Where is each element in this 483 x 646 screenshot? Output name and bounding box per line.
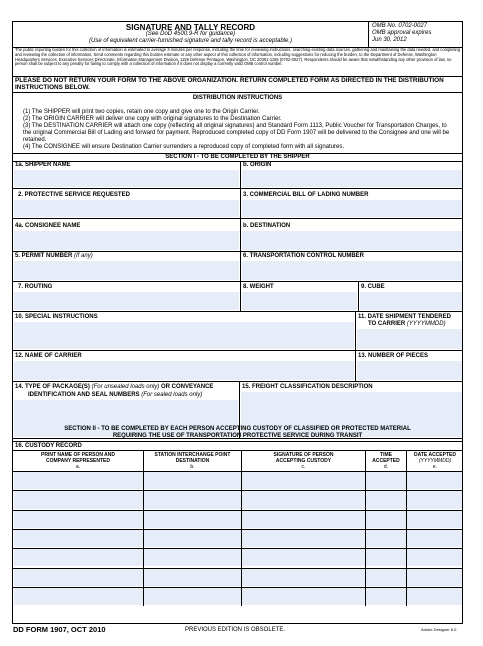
rule — [13, 161, 462, 162]
custody-cell[interactable] — [407, 511, 462, 528]
custody-cell[interactable] — [366, 491, 406, 508]
package-type-text: 14. TYPE OF PACKAGE(S) — [15, 384, 90, 390]
omb-number: OMB No. 0702-0027 — [372, 23, 428, 29]
divider — [241, 450, 242, 606]
custody-cell[interactable] — [144, 472, 241, 489]
distribution-heading: DISTRIBUTION INSTRUCTIONS — [192, 95, 283, 101]
destination-label: b. DESTINATION — [243, 223, 291, 229]
col-header-line: ACCEPTED — [372, 458, 400, 464]
custody-record-label: 16. CUSTODY RECORD — [15, 443, 82, 449]
divider — [355, 311, 356, 350]
rule — [13, 381, 462, 382]
custody-cell[interactable] — [14, 491, 143, 508]
divider — [240, 161, 241, 188]
permit-number-note: (If any) — [74, 253, 93, 259]
custody-cell[interactable] — [366, 472, 406, 489]
custody-cell[interactable] — [242, 588, 365, 605]
col-header-letter: c. — [301, 464, 306, 470]
bill-of-lading-field[interactable] — [242, 200, 462, 217]
date-tendered-text: TO CARRIER — [368, 321, 406, 327]
software-note: Adobe Designer 8.0 — [421, 627, 457, 632]
return-notice: PLEASE DO NOT RETURN YOUR FORM TO THE ABOVE ORGANIZATION. RETURN COMPLETED FORM AS DIRECTED IN THE DISTRIBUTION INSTRUCTIONS BELOW. — [15, 77, 444, 91]
special-instructions-label: 10. SPECIAL INSTRUCTIONS — [15, 314, 98, 320]
divider — [365, 450, 366, 606]
special-instructions-field[interactable] — [14, 322, 354, 349]
distribution-item: (2) The ORIGIN CARRIER will deliver one copy with original signatures to the Destination Carrier. — [23, 116, 282, 122]
custody-cell[interactable] — [366, 588, 406, 605]
row-rule — [13, 568, 462, 569]
custody-cell[interactable] — [242, 472, 365, 489]
dd-form-1907 — [12, 21, 463, 624]
rule — [13, 251, 462, 252]
custody-cell[interactable] — [14, 588, 143, 605]
col-header-line: DESTINATION — [175, 458, 210, 464]
weight-label: 8. WEIGHT — [243, 284, 274, 290]
date-tendered-label-2 — [368, 321, 446, 328]
destination-field[interactable] — [242, 231, 462, 250]
custody-cell[interactable] — [144, 530, 241, 547]
divider — [358, 281, 359, 311]
row-rule — [13, 548, 462, 549]
cube-field[interactable] — [360, 292, 462, 310]
custody-cell[interactable] — [14, 530, 143, 547]
rule — [13, 281, 462, 282]
permit-number-field[interactable] — [14, 261, 239, 280]
header-divider — [368, 22, 369, 47]
custody-cell[interactable] — [407, 530, 462, 547]
section2-heading-2: REQUIRING THE USE OF TRANSPORTATION PROTECTIVE SERVICE DURING TRANSIT — [112, 433, 363, 439]
custody-cell[interactable] — [366, 511, 406, 528]
custody-cell[interactable] — [144, 511, 241, 528]
rule — [13, 441, 462, 442]
rule — [13, 188, 462, 189]
carrier-name-label: 12. NAME OF CARRIER — [15, 353, 82, 359]
custody-cell[interactable] — [242, 530, 365, 547]
weight-field[interactable] — [242, 292, 357, 310]
col-signature-header — [242, 452, 365, 470]
seal-numbers-label — [28, 392, 202, 399]
col-name-header — [13, 452, 143, 470]
distribution-item: (4) The CONSIGNEE will ensure Destination Carrier surrenders a reproduced copy of completed form with all signatures. — [23, 144, 345, 150]
custody-cell[interactable] — [242, 549, 365, 566]
custody-cell[interactable] — [14, 569, 143, 586]
col-date-header — [407, 452, 463, 470]
col-header-line: ACCEPTING CUSTODY — [275, 458, 332, 464]
seal-numbers-note: (For sealed loads only) — [141, 392, 203, 398]
col-header-line: DATE ACCEPTED — [414, 452, 456, 458]
date-tendered-field[interactable] — [357, 329, 462, 349]
section1-heading: SECTION I - TO BE COMPLETED BY THE SHIPPER — [165, 154, 310, 160]
origin-label: b. ORIGIN — [243, 162, 272, 168]
col-header-line: SIGNATURE OF PERSON — [273, 452, 334, 458]
protective-service-field[interactable] — [14, 200, 239, 217]
divider — [355, 350, 356, 381]
burden-statement: The public reporting burden for this collection of information is estimated to average 3 minutes per response, including the time for reviewing instructions, searching existing data sources, gathering and maintaining the data needed, and completing and reviewing the collection of information. Send comments regarding this burden estimate or any other aspect of this collection of information, including suggestions for reducing the burden, to the Department of Defense, Washington Headquarters Services, Executive Services Directorate, Information Management Division, 1155 Defense Pentagon, Washington, DC 20301-1155 (0702-0027). Respondents should be aware that notwithstanding any other provision of law, no person shall be subject to any penalty for failing to comply with a collection of information if it does not display a currently valid OMB control number. — [15, 48, 461, 67]
package-type-label — [15, 384, 213, 391]
tcn-label: 6. TRANSPORTATION CONTROL NUMBER — [243, 253, 364, 259]
section2-heading: SECTION II - TO BE COMPLETED BY EACH PERSON ACCEPTING CUSTODY OF CLASSIFIED OR PROTECTED MATERIAL — [64, 426, 411, 432]
custody-cell[interactable] — [242, 569, 365, 586]
package-type-note: (For unsealed loads only) — [91, 384, 160, 390]
col-header-letter: e. — [432, 464, 438, 470]
date-tendered-label: 11. DATE SHIPMENT TENDERED — [358, 314, 451, 320]
permit-number-text: 5. PERMIT NUMBER — [15, 253, 73, 259]
col-header-line: COMPANY REPRESENTED — [46, 458, 110, 464]
divider — [240, 251, 241, 281]
date-tendered-note: (YYYYMMDD) — [406, 321, 446, 327]
carrier-name-field[interactable] — [14, 361, 354, 380]
rule — [13, 350, 462, 351]
permit-number-label — [15, 253, 93, 260]
routing-label: 7. ROUTING — [18, 284, 53, 290]
rule — [13, 471, 462, 472]
bill-of-lading-label: 3. COMMERCIAL BILL OF LADING NUMBER — [243, 192, 369, 198]
col-time-header — [366, 452, 406, 470]
tcn-field[interactable] — [242, 261, 462, 280]
rule — [13, 218, 462, 219]
col-station-header — [144, 452, 241, 470]
pieces-field[interactable] — [357, 361, 462, 380]
rule — [13, 311, 462, 312]
divider — [240, 281, 241, 311]
divider — [240, 188, 241, 218]
custody-cell[interactable] — [407, 569, 462, 586]
custody-cell[interactable] — [407, 491, 462, 508]
cube-label: 9. CUBE — [361, 284, 385, 290]
custody-cell[interactable] — [14, 472, 143, 489]
custody-table — [13, 471, 462, 606]
custody-cell[interactable] — [144, 549, 241, 566]
obsolete-note: PREVIOUS EDITION IS OBSOLETE. — [185, 627, 286, 633]
divider — [406, 450, 407, 606]
distribution-item: (3) The DESTINATION CARRIER will attach one copy (reflecting all original signatures) and Standard Form 1113, Public Voucher for Transportation Charges, to the original Commercial Bill of Lading and forward for payment. Reproduced completed copy of DD Form 1907 will be delivered to the Consignee and one will be retained. — [23, 123, 450, 143]
row-rule — [13, 490, 462, 491]
custody-cell[interactable] — [144, 588, 241, 605]
custody-cell[interactable] — [366, 569, 406, 586]
form-note: (Use of equivalent carrier-furnished signature and tally record is acceptable.) — [89, 38, 292, 44]
rule — [13, 92, 462, 93]
freight-class-label: 15. FREIGHT CLASSIFICATION DESCRIPTION — [242, 384, 373, 390]
divider — [240, 218, 241, 251]
consignee-name-label: 4a. CONSIGNEE NAME — [15, 223, 81, 229]
col-header-letter: d. — [383, 464, 389, 470]
row-rule — [13, 529, 462, 530]
omb-approval: OMB approval expires — [372, 30, 432, 36]
shipper-name-label: 1a. SHIPPER NAME — [15, 162, 71, 168]
origin-field[interactable] — [242, 170, 462, 187]
custody-cell[interactable] — [144, 569, 241, 586]
seal-numbers-text: IDENTIFICATION AND SEAL NUMBERS — [28, 392, 140, 398]
custody-cell[interactable] — [366, 530, 406, 547]
row-rule — [13, 510, 462, 511]
form-title: SIGNATURE AND TALLY RECORD — [125, 23, 256, 32]
form-id: DD FORM 1907, OCT 2010 — [13, 625, 106, 634]
form-subtitle: (See DoD 4500.9-R for guidance) — [145, 31, 236, 37]
shipper-name-field[interactable] — [14, 170, 239, 187]
custody-cell[interactable] — [407, 472, 462, 489]
custody-cell[interactable] — [144, 491, 241, 508]
package-type-or: OR CONVEYANCE — [160, 384, 214, 390]
row-rule — [13, 587, 462, 588]
custody-cell[interactable] — [366, 549, 406, 566]
custody-cell[interactable] — [242, 491, 365, 508]
consignee-name-field[interactable] — [14, 231, 239, 250]
routing-field[interactable] — [14, 292, 239, 310]
rule — [13, 450, 462, 451]
custody-cell[interactable] — [407, 588, 462, 605]
col-header-letter: b. — [190, 464, 195, 470]
divider — [143, 450, 144, 606]
col-header-line: (YYYYMMDD) — [418, 458, 452, 464]
omb-date: Jun 30, 2012 — [372, 37, 407, 43]
col-header-line: TIME — [380, 452, 392, 458]
custody-cell[interactable] — [242, 511, 365, 528]
col-header-letter: a. — [75, 464, 81, 470]
custody-cell[interactable] — [407, 549, 462, 566]
distribution-item: (1) The SHIPPER will print two copies, retain one copy and give one to the Origin Carrier. — [23, 109, 260, 115]
col-header-line: PRINT NAME OF PERSON AND — [41, 452, 115, 458]
custody-cell[interactable] — [14, 549, 143, 566]
custody-cell[interactable] — [14, 511, 143, 528]
protective-service-label: 2. PROTECTIVE SERVICE REQUESTED — [18, 192, 130, 198]
pieces-label: 13. NUMBER OF PIECES — [358, 353, 429, 359]
col-header-line: STATION INTERCHANGE POINT — [154, 452, 231, 458]
